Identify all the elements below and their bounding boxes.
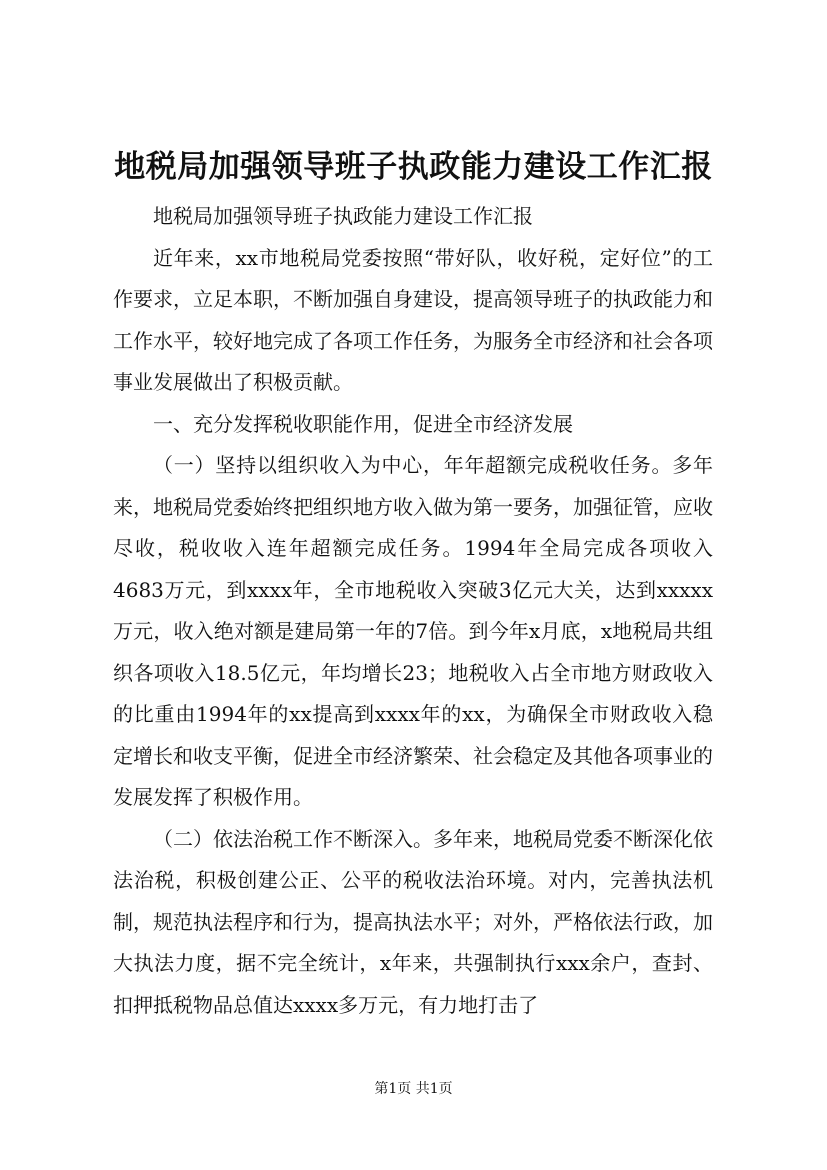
subtitle-paragraph: 地税局加强领导班子执政能力建设工作汇报	[153, 204, 533, 228]
page-footer: 第1页 共1页	[374, 1081, 453, 1097]
body-paragraph: （一）坚持以组织收入为中心，年年超额完成税收任务。多年来，地税局党委始终把组织地方收入做为第一要务，加强征管，应收尽收，税收收入连年超额完成任务。1994年全局完成各项收入4683万元，到xxxx年，全市地税收入突破3亿元大关，达到xxxxx万元，收入绝对额是建局第一年的7倍。到今年x月底，x地税局共组织各项收入18.5亿元，年均增长23；地税收入占全市地方财政收入的比重由1994年的xx提高到xxxx年的xx，为确保全市财政收入稳定增长和收支平衡，促进全市经济繁荣、社会稳定及其他各项事业的发展发挥了积极作用。	[113, 453, 713, 809]
document-title: 地税局加强领导班子执政能力建设工作汇报	[114, 149, 713, 185]
document-body	[113, 196, 713, 1026]
section-heading: 一、充分发挥税收职能作用，促进全市经济发展	[153, 411, 573, 436]
intro-paragraph: 近年来，xx市地税局党委按照“带好队，收好税，定好位”的工作要求，立足本职，不断加强自身建设，提高领导班子的执政能力和工作水平，较好地完成了各项工作任务，为服务全市经济和社会各项事业发展做出了积极贡献。	[113, 245, 713, 394]
body-paragraph: （二）依法治税工作不断深入。多年来，地税局党委不断深化依法治税，积极创建公正、公平的税收法治环境。对内，完善执法机制，规范执法程序和行为，提高执法水平；对外，严格依法行政，加大执法力度，据不完全统计，x年来，共强制执行xxx余户，查封、扣押抵税物品总值达xxxx多万元，有力地打击了	[113, 826, 713, 1017]
